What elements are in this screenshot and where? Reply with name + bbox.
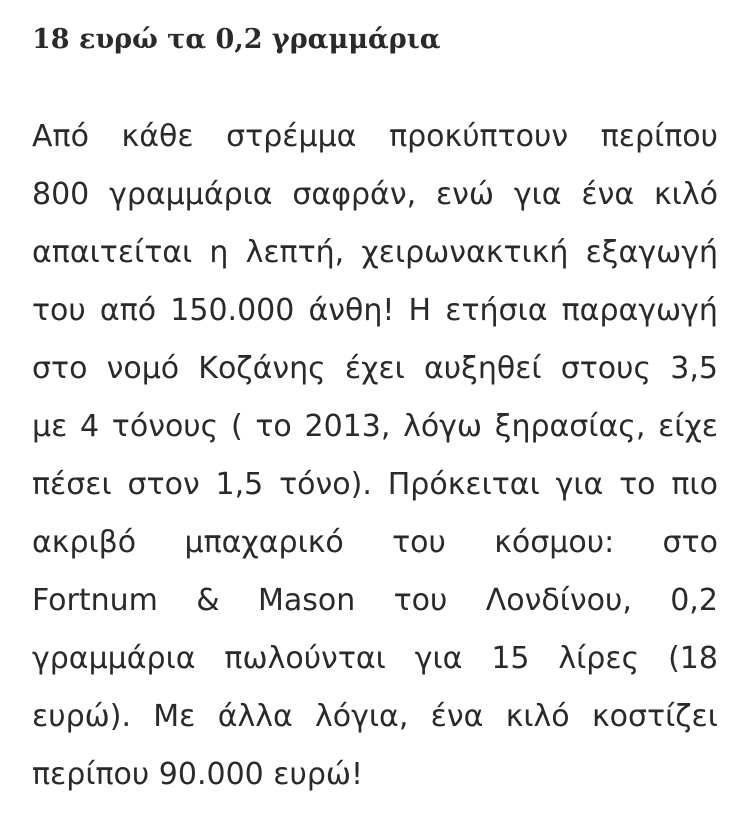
word: ( xyxy=(230,409,243,444)
word: απαιτείται xyxy=(32,235,193,270)
word: κιλό xyxy=(505,699,570,734)
paragraph-line xyxy=(32,695,718,753)
word: σαφράν, xyxy=(292,177,417,212)
word: στο xyxy=(662,525,718,560)
word: είχε xyxy=(658,409,718,444)
word: εξαγωγή xyxy=(585,235,718,270)
article-body xyxy=(32,115,718,811)
word: στο xyxy=(32,351,88,386)
paragraph-line xyxy=(32,579,718,637)
word: 1,5 xyxy=(215,467,264,502)
word: η xyxy=(209,235,229,270)
word: χειρωνακτική xyxy=(361,235,569,270)
word: Από xyxy=(32,119,89,154)
word: με xyxy=(32,409,68,444)
word: το xyxy=(255,409,292,444)
word: ακριβό xyxy=(32,525,137,560)
word: νομό xyxy=(106,351,180,386)
paragraph-line xyxy=(32,405,718,463)
word: για xyxy=(513,177,562,212)
word: λόγω xyxy=(403,409,483,444)
word: 800 xyxy=(32,177,90,212)
word: ένα xyxy=(430,699,484,734)
word: Fortnum xyxy=(32,583,158,618)
word: λόγια, xyxy=(315,699,409,734)
paragraph-line xyxy=(32,115,718,173)
article-heading: 18 ευρώ τα 0,2 γραμμάρια xyxy=(32,24,441,55)
word: γραμμάρια xyxy=(32,641,196,676)
paragraph-line xyxy=(32,289,718,347)
paragraph-line xyxy=(32,347,718,405)
word: πέσει xyxy=(32,467,112,502)
word: γραμμάρια xyxy=(109,177,273,212)
word: Λονδίνου, xyxy=(485,583,632,618)
word: κόσμου: xyxy=(494,525,615,560)
word: προκύπτουν xyxy=(389,119,569,154)
word: περίπου 90.000 ευρώ! xyxy=(32,757,364,792)
word: για xyxy=(555,467,604,502)
word: από xyxy=(99,293,157,328)
paragraph-line xyxy=(32,173,718,231)
word: (18 xyxy=(668,641,718,676)
word: ευρώ). xyxy=(32,699,131,734)
paragraph-line xyxy=(32,637,718,695)
word: τόνο). xyxy=(279,467,372,502)
word: τόνους xyxy=(111,409,219,444)
word: 3,5 xyxy=(670,351,718,386)
word: κάθε xyxy=(121,119,194,154)
word: το xyxy=(619,467,656,502)
word: λεπτή, xyxy=(245,235,345,270)
word: του xyxy=(392,525,446,560)
word: στρέμμα xyxy=(226,119,357,154)
paragraph-line xyxy=(32,753,718,811)
word: ένα xyxy=(581,177,635,212)
word: κοστίζει xyxy=(591,699,718,734)
word: μπαχαρικό xyxy=(184,525,344,560)
word: του xyxy=(393,583,448,618)
word: έχει xyxy=(344,351,405,386)
word: πιο xyxy=(671,467,718,502)
word: Με xyxy=(153,699,196,734)
word: αυξηθεί xyxy=(423,351,542,386)
word: Πρόκειται xyxy=(387,467,540,502)
word: 150.000 xyxy=(170,293,295,328)
word: του xyxy=(32,293,86,328)
word: ενώ xyxy=(435,177,495,212)
word: πωλούνται xyxy=(224,641,386,676)
word: παραγωγή xyxy=(561,293,718,328)
word: περίπου xyxy=(600,119,718,154)
paragraph-line xyxy=(32,521,718,579)
word: 15 xyxy=(491,641,530,676)
word: λίρες xyxy=(558,641,640,676)
word: για xyxy=(414,641,463,676)
word: Η xyxy=(408,293,432,328)
word: Κοζάνης xyxy=(198,351,326,386)
word: ετήσια xyxy=(445,293,548,328)
word: άνθη! xyxy=(308,293,395,328)
paragraph-line xyxy=(32,463,718,521)
paragraph-line xyxy=(32,231,718,289)
word: 0,2 xyxy=(670,583,718,618)
word: ξηρασίας, xyxy=(494,409,646,444)
word: 4 xyxy=(80,409,100,444)
word: άλλα xyxy=(217,699,293,734)
word: στον xyxy=(127,467,200,502)
word: Mason xyxy=(257,583,356,618)
word: στους xyxy=(560,351,652,386)
word: κιλό xyxy=(653,177,718,212)
word: 2013, xyxy=(304,409,391,444)
word: & xyxy=(196,583,220,618)
